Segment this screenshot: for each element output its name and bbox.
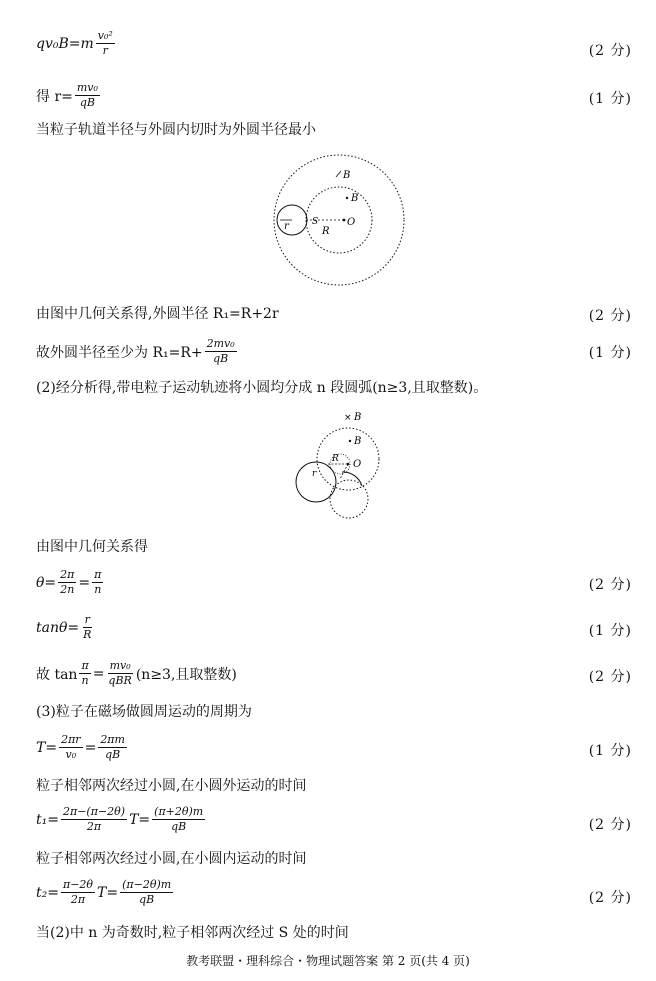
equation-lorentz (36, 30, 117, 57)
eq-lhs: qv₀B=m (36, 35, 94, 52)
label-S: S (312, 217, 319, 227)
text-paragraph: 粒子相邻两次经过小圆,在小圆内运动的时间 (36, 851, 307, 867)
score-label: (1 分) (588, 345, 632, 361)
equation-R1: 故外圆半径至少为 R₁=R+ $\frac{\text{2mv₀}}{qB}$ (36, 337, 235, 365)
equation-t2: t₂= $\frac{\pi-2\theta}{2\pi}$ T= $\frac{(\pi-2\theta)m}{qB}$ (36, 878, 172, 906)
label-R: R (322, 226, 330, 237)
text-paragraph: (3)粒子在磁场做圆周运动的周期为 (36, 704, 252, 720)
label-B: B (354, 436, 362, 447)
label-r: r (312, 469, 317, 479)
score-label: (2 分) (588, 817, 632, 833)
label-r: r (284, 221, 289, 232)
score-label: (2 分) (588, 43, 632, 59)
score-label: (2 分) (588, 890, 632, 906)
center-dot (347, 463, 350, 466)
score-label: (2 分) (588, 577, 632, 593)
arc (342, 472, 362, 486)
center-dot (343, 219, 346, 222)
equation-radius: 得 r= $\frac{\text{mv₀}}{qB}$ (36, 81, 98, 109)
label-O: O (353, 459, 362, 470)
cross-icon: × (344, 413, 352, 423)
equation-period: T= $\frac{2\pi r}{\text{v₀}}$ = $\frac{2\pi m}{qB}$ (36, 733, 125, 761)
score-label: (1 分) (588, 743, 632, 759)
label-B: B (354, 412, 362, 423)
equation-t1: t₁= $\frac{2\pi-(\pi-2\theta)}{2\pi}$ T= $\frac{(\pi+2\theta)m}{qB}$ (36, 805, 204, 833)
score-label: (2 分) (588, 669, 632, 685)
score-label: (2 分) (588, 308, 632, 324)
inner-circle (317, 428, 379, 490)
label-B: B (351, 193, 359, 204)
text-paragraph: 粒子相邻两次经过小圆,在小圆外运动的时间 (36, 778, 307, 794)
field-mark (336, 171, 341, 177)
score-label: (1 分) (588, 623, 632, 639)
text-paragraph: 当(2)中 n 为奇数时,粒子相邻两次经过 S 处的时间 (36, 925, 349, 941)
figure-circles-1 (268, 148, 410, 298)
label-O: O (347, 217, 356, 228)
text-paragraph: 由图中几何关系得 (36, 539, 148, 555)
fraction: $\frac{\text{v₀²}}{r}$ (97, 29, 113, 57)
field-dot (349, 440, 351, 442)
equation-tan-result: 故 tan $\frac{\pi}{n}$ = $\frac{\text{mv₀}}{\text{qBR}}$ (n≥3,且取整数) (36, 659, 237, 687)
equation-tan: tanθ= $\frac{r}{R}$ (36, 613, 92, 641)
text-paragraph: 由图中几何关系得,外圆半径 R₁=R+2r (36, 306, 279, 322)
field-dot (346, 197, 348, 199)
label-B: B (343, 170, 351, 181)
text-paragraph: 当粒子轨道半径与外圆内切时为外圆半径最小 (36, 122, 316, 138)
figure-circles-2 (292, 404, 382, 524)
trajectory-circle (296, 462, 336, 502)
equation-theta: θ= $\frac{2\pi}{2n}$ = $\frac{\pi}{n}$ (36, 568, 102, 596)
score-label: (1 分) (588, 91, 632, 107)
text-paragraph: (2)经分析得,带电粒子运动轨迹将小圆均分成 n 段圆弧(n≥3,且取整数)。 (36, 380, 488, 396)
page-footer: 教考联盟・理科综合・物理试题答案 第 2 页(共 4 页) (186, 954, 470, 968)
label-R: R (332, 454, 339, 464)
